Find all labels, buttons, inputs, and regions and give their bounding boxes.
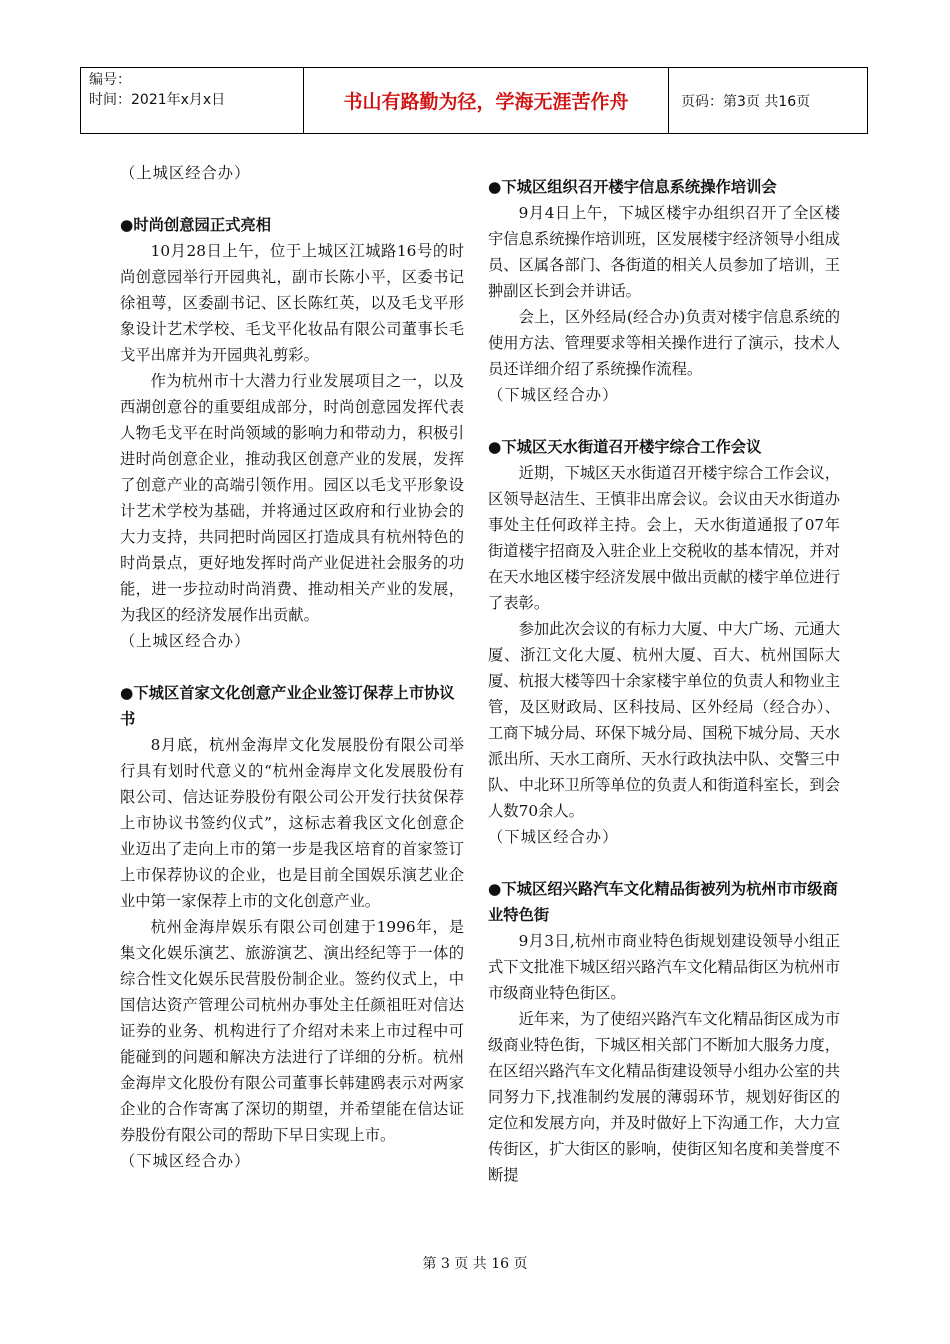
article	[488, 434, 840, 850]
article-title: ●下城区绍兴路汽车文化精品街被列为杭州市市级商业特色街	[488, 880, 838, 924]
article-paragraph: 会上，区外经局(经合办)负责对楼宇信息系统的使用方法、管理要求等相关操作进行了演示，技术人员还详细介绍了系统操作流程。	[488, 308, 840, 378]
article-source: （下城区经合办）	[120, 1152, 251, 1170]
article-source: （下城区经合办）	[488, 828, 619, 846]
article-source: （上城区经合办）	[120, 164, 251, 182]
article-title: ●下城区首家文化创意产业企业签订保荐上市协议书	[120, 684, 455, 728]
page-footer: 第 3 页 共 16 页	[422, 1256, 528, 1272]
header-motto: 书山有路勤为径，学海无涯苦作舟	[304, 68, 669, 133]
article-paragraph: 9月3日,杭州市商业特色街规划建设领导小组正式下文批准下城区绍兴路汽车文化精品街区为杭州市市级商业特色街区。	[488, 932, 840, 1002]
article-paragraph: 杭州金海岸娱乐有限公司创建于1996年，是集文化娱乐演艺、旅游演艺、演出经纪等于一体的综合性文化娱乐民营股份制企业。签约仪式上，中国信达资产管理公司杭州办事处主任颜祖旺对信达证券的业务、机构进行了介绍对未来上市过程中可能碰到的问题和解决方法进行了详细的分析。杭州金海岸文化股份有限公司董事长韩建鸥表示对两家企业的合作寄寓了深切的期望，并希望能在信达证券股份有限公司的帮助下早日实现上市。	[120, 918, 464, 1144]
article-paragraph: 10月28日上午，位于上城区江城路16号的时尚创意园举行开园典礼，副市长陈小平，区委书记徐祖萼，区委副书记、区长陈红英，以及毛戈平形象设计艺术学校、毛戈平化妆品有限公司董事长毛戈平出席并为开园典礼剪彩。	[120, 242, 464, 364]
article	[488, 174, 840, 408]
left-column	[120, 160, 464, 1174]
article-paragraph: 近期，下城区天水街道召开楼宇综合工作会议，区领导赵洁生、王慎非出席会议。会议由天水街道办事处主任何政祥主持。会上，天水街道通报了07年街道楼宇招商及入驻企业上交税收的基本情况，并对在天水地区楼宇经济发展中做出贡献的楼宇单位进行了表彰。	[488, 464, 840, 612]
article	[120, 680, 464, 1174]
right-column	[488, 160, 840, 1188]
article-paragraph: 近年来，为了使绍兴路汽车文化精品街区成为市级商业特色街，下城区相关部门不断加大服务力度，在区绍兴路汽车文化精品街建设领导小组办公室的共同努力下,找准制约发展的薄弱环节，规划好街区的定位和发展方向，并及时做好上下沟通工作，大力宣传街区，扩大街区的影响，使街区知名度和美誉度不断提	[488, 1010, 840, 1184]
article-source: （下城区经合办）	[488, 386, 619, 404]
header-page-label: 页码：第3页 共16页	[681, 93, 811, 110]
document-time-label: 时间：2021年x月x日	[89, 92, 226, 108]
document-number-label: 编号：	[89, 72, 131, 88]
article-source: （上城区经合办）	[120, 632, 251, 650]
article-paragraph: 9月4日上午，下城区楼宇办组织召开了全区楼宇信息系统操作培训班，区发展楼宇经济领导小组成员、区属各部门、各街道的相关人员参加了培训，王翀副区长到会并讲话。	[488, 204, 840, 300]
header-info-cell	[81, 68, 304, 133]
article-paragraph: 参加此次会议的有标力大厦、中大广场、元通大厦、浙江文化大厦、杭州大厦、百大、杭州国际大厦、杭报大楼等四十余家楼宇单位的负责人和物业主管，及区财政局、区科技局、区外经局（经合办）、工商下城分局、环保下城分局、国税下城分局、天水派出所、天水工商所、天水行政执法中队、交警三中队、中北环卫所等单位的负责人和街道科室长，到会人数70余人。	[488, 620, 840, 820]
article-title: ●下城区组织召开楼宇信息系统操作培训会	[488, 178, 777, 196]
article	[488, 876, 840, 1188]
article-paragraph: 8月底，杭州金海岸文化发展股份有限公司举行具有划时代意义的“杭州金海岸文化发展股份有限公司、信达证券股份有限公司公开发行扶贫保荐上市协议书签约仪式”，这标志着我区文化创意企业迈出了走向上市的第一步是我区培育的首家签订上市保荐协议的企业，也是目前全国娱乐演艺业企业中第一家保荐上市的文化创意产业。	[120, 736, 464, 910]
article-title: ●下城区天水街道召开楼宇综合工作会议	[488, 438, 762, 456]
article-title: ●时尚创意园正式亮相	[120, 216, 272, 234]
article-paragraph: 作为杭州市十大潜力行业发展项目之一，以及西湖创意谷的重要组成部分，时尚创意园发挥代表人物毛戈平在时尚领域的影响力和带动力，积极引进时尚创意企业，推动我区创意产业的发展，发挥了创意产业的高端引领作用。园区以毛戈平形象设计艺术学校为基础，并将通过区政府和行业协会的大力支持，共同把时尚园区打造成具有杭州特色的时尚景点，更好地发挥时尚产业促进社会服务的功能，进一步拉动时尚消费、推动相关产业的发展，为我区的经济发展作出贡献。	[120, 372, 464, 624]
page-header	[80, 67, 868, 134]
article	[120, 212, 464, 654]
